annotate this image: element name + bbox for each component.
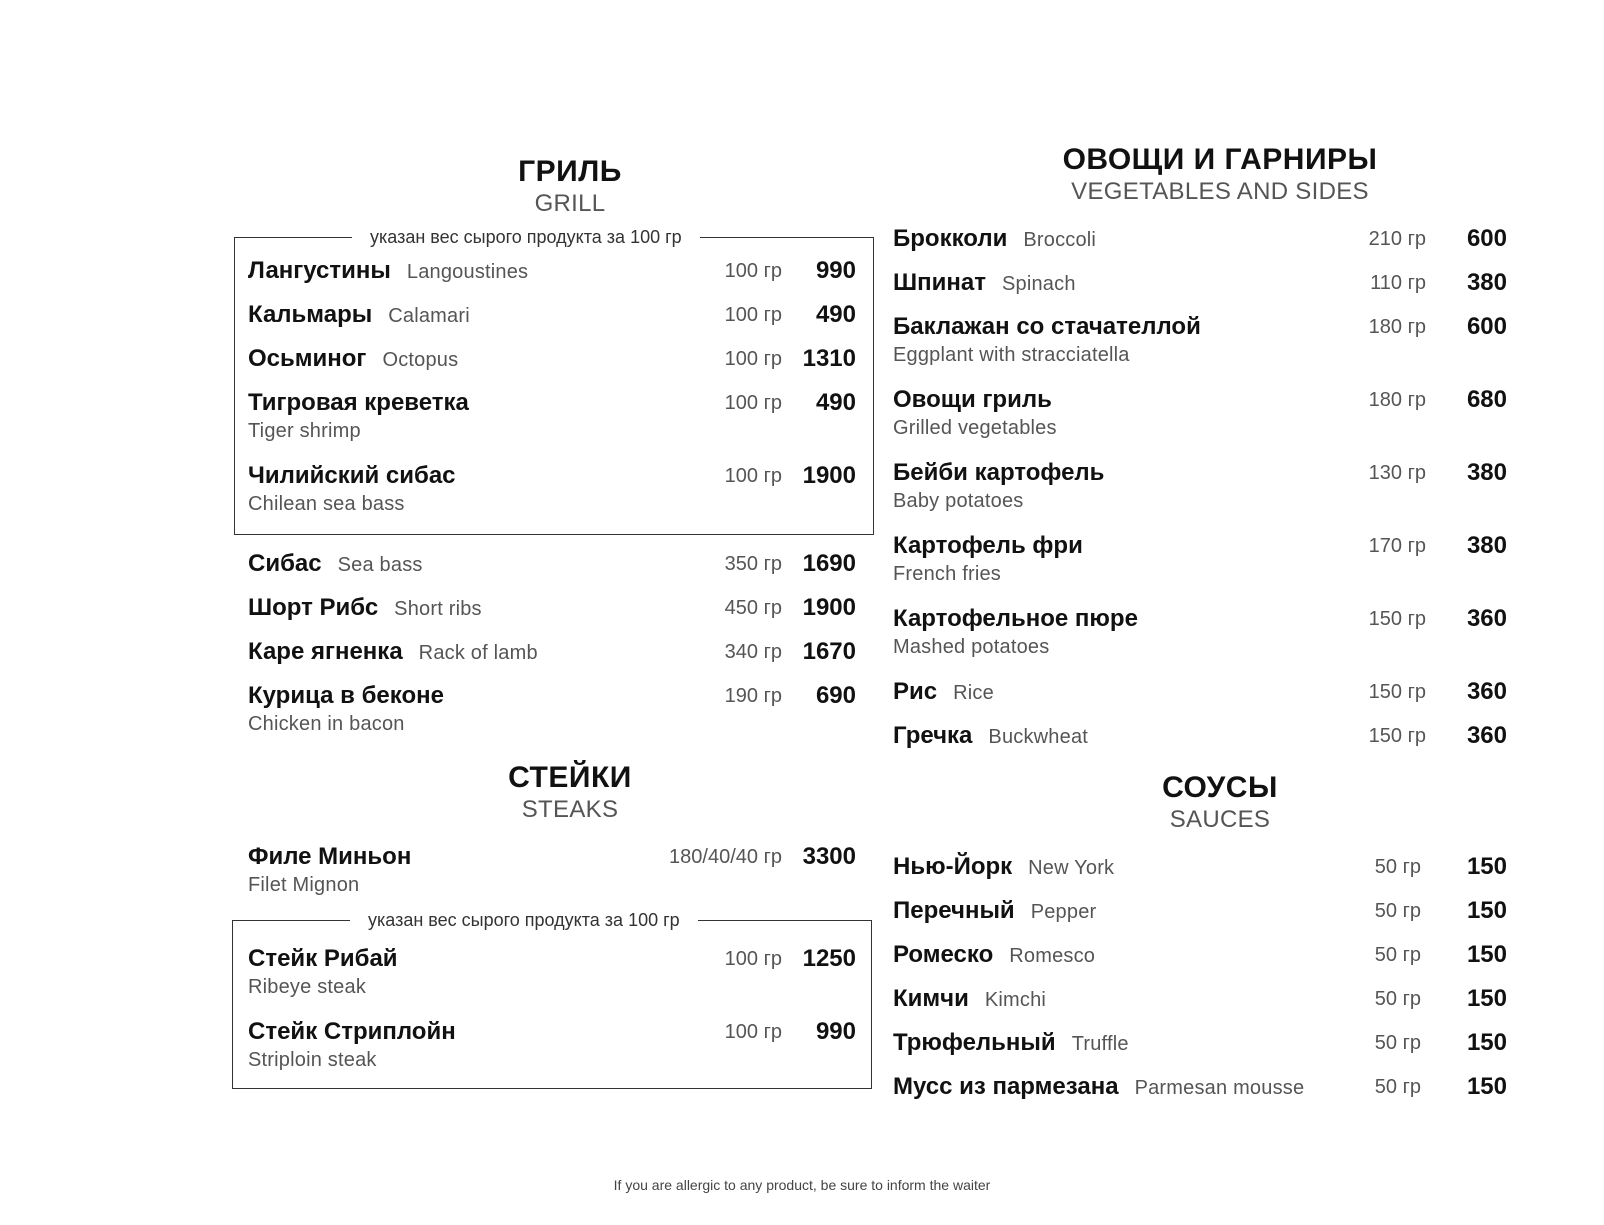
- menu-item: [893, 1073, 1513, 1103]
- item-price: 600: [1466, 313, 1507, 340]
- item-weight: 110 гр: [1370, 272, 1426, 294]
- item-name-en: Eggplant with stracciatella: [893, 344, 1130, 366]
- item-price: 360: [1466, 678, 1507, 705]
- grill-title: [420, 157, 720, 216]
- item-price: 150: [1466, 1073, 1507, 1100]
- item-name-en: Parmesan mousse: [1134, 1077, 1305, 1099]
- grill-title-en: GRILL: [534, 190, 606, 217]
- item-name-en: Chilean sea bass: [248, 493, 405, 515]
- item-price: 490: [815, 301, 856, 328]
- menu-item: [893, 897, 1513, 927]
- item-price: 690: [815, 682, 856, 709]
- item-name-ru: Стейк Стриплойн: [248, 1018, 456, 1045]
- item-weight: 50 гр: [1374, 856, 1421, 878]
- menu-item: [248, 682, 860, 738]
- item-name-en: Rack of lamb: [418, 642, 538, 664]
- item-name-en: Pepper: [1030, 901, 1097, 923]
- item-name-en: Spinach: [1001, 273, 1076, 295]
- menu-item: [893, 386, 1513, 442]
- item-price: 150: [1466, 853, 1507, 880]
- item-weight: 50 гр: [1374, 988, 1421, 1010]
- item-price: 1900: [802, 462, 856, 489]
- item-name-ru: Филе Миньон: [248, 843, 412, 870]
- menu-item: [893, 853, 1513, 883]
- item-weight: 100 гр: [724, 392, 782, 414]
- item-name-ru: Гречка: [893, 722, 973, 749]
- vegetables-title: [1020, 145, 1420, 204]
- item-weight: 340 гр: [724, 641, 782, 663]
- item-weight: 50 гр: [1374, 944, 1421, 966]
- item-name-ru: Картофельное пюре: [893, 605, 1138, 632]
- item-weight: 100 гр: [724, 465, 782, 487]
- menu-item: [893, 532, 1513, 588]
- item-name-ru: Ромеско: [893, 941, 994, 968]
- item-weight: 190 гр: [724, 685, 782, 707]
- menu-item: [248, 550, 860, 580]
- menu-item: [248, 301, 860, 331]
- item-name-ru: Тигровая креветка: [248, 389, 469, 416]
- item-name-en: Mashed potatoes: [893, 636, 1050, 658]
- menu-item: [893, 985, 1513, 1015]
- item-name-en: Sea bass: [337, 554, 423, 576]
- item-name-ru: Кальмары: [248, 301, 373, 328]
- item-price: 990: [815, 1018, 856, 1045]
- item-price: 1900: [802, 594, 856, 621]
- item-name-en: Baby potatoes: [893, 490, 1024, 512]
- item-price: 360: [1466, 605, 1507, 632]
- item-price: 150: [1466, 941, 1507, 968]
- item-weight: 150 гр: [1368, 608, 1426, 630]
- item-name-en: Striploin steak: [248, 1049, 377, 1071]
- vegetables-title-ru: ОВОЩИ И ГАРНИРЫ: [1062, 143, 1378, 176]
- item-name-en: Octopus: [382, 349, 459, 371]
- item-name-en: Filet Mignon: [248, 874, 360, 896]
- menu-item: [893, 722, 1513, 752]
- item-price: 380: [1466, 459, 1507, 486]
- item-name-ru: Баклажан со стачателлой: [893, 313, 1201, 340]
- item-name-ru: Осьминог: [248, 345, 367, 372]
- item-name-en: Short ribs: [394, 598, 482, 620]
- item-name-en: New York: [1028, 857, 1115, 879]
- item-price: 1690: [802, 550, 856, 577]
- item-name-en: Tiger shrimp: [248, 420, 361, 442]
- item-price: 360: [1466, 722, 1507, 749]
- item-price: 1670: [802, 638, 856, 665]
- item-name-ru: Перечный: [893, 897, 1015, 924]
- grill-title-ru: ГРИЛЬ: [518, 155, 622, 188]
- item-weight: 50 гр: [1374, 1076, 1421, 1098]
- item-name-en: Kimchi: [984, 989, 1047, 1011]
- item-weight: 210 гр: [1368, 228, 1426, 250]
- menu-item: [893, 678, 1513, 708]
- menu-item: [893, 941, 1513, 971]
- menu-item: [248, 843, 860, 899]
- menu-item: [248, 345, 860, 375]
- item-name-en: Grilled vegetables: [893, 417, 1057, 439]
- item-weight: 100 гр: [724, 1021, 782, 1043]
- menu-item: [248, 389, 860, 445]
- steaks-title: [420, 763, 720, 822]
- item-weight: 100 гр: [724, 348, 782, 370]
- item-name-ru: Каре ягненка: [248, 638, 403, 665]
- item-price: 380: [1466, 269, 1507, 296]
- menu-item: [893, 225, 1513, 255]
- item-name-en: Chicken in bacon: [248, 713, 405, 735]
- item-weight: 150 гр: [1368, 681, 1426, 703]
- item-weight: 180 гр: [1368, 316, 1426, 338]
- item-weight: 180/40/40 гр: [669, 846, 782, 868]
- menu-item: [893, 313, 1513, 369]
- item-price: 150: [1466, 897, 1507, 924]
- item-weight: 180 гр: [1368, 389, 1426, 411]
- item-price: 600: [1466, 225, 1507, 252]
- item-name-ru: Стейк Рибай: [248, 945, 398, 972]
- item-name-ru: Мусс из пармезана: [893, 1073, 1119, 1100]
- item-name-ru: Курица в беконе: [248, 682, 444, 709]
- item-name-ru: Шпинат: [893, 269, 986, 296]
- item-name-en: Romesco: [1009, 945, 1096, 967]
- item-price: 490: [815, 389, 856, 416]
- item-weight: 100 гр: [724, 260, 782, 282]
- steaks-title-en: STEAKS: [521, 796, 619, 823]
- item-name-en: Buckwheat: [988, 726, 1089, 748]
- menu-item: [893, 1029, 1513, 1059]
- item-name-ru: Нью-Йорк: [893, 853, 1013, 880]
- item-weight: 150 гр: [1368, 725, 1426, 747]
- item-name-en: Calamari: [388, 305, 470, 327]
- menu-item: [248, 945, 860, 1001]
- item-price: 680: [1466, 386, 1507, 413]
- item-weight: 170 гр: [1368, 535, 1426, 557]
- item-name-en: French fries: [893, 563, 1001, 585]
- item-name-ru: Картофель фри: [893, 532, 1083, 559]
- item-price: 1310: [802, 345, 856, 372]
- item-name-ru: Овощи гриль: [893, 386, 1052, 413]
- sauces-title-ru: СОУСЫ: [1162, 771, 1278, 804]
- steaks-box-note: указан вес сырого продукта за 100 гр: [350, 910, 698, 930]
- item-weight: 350 гр: [724, 553, 782, 575]
- item-name-en: Truffle: [1071, 1033, 1129, 1055]
- steaks-title-ru: СТЕЙКИ: [508, 761, 632, 794]
- item-name-ru: Рис: [893, 678, 938, 705]
- item-name-ru: Сибас: [248, 550, 322, 577]
- item-price: 3300: [802, 843, 856, 870]
- item-price: 150: [1466, 1029, 1507, 1056]
- item-name-ru: Кимчи: [893, 985, 969, 1012]
- menu-item: [893, 605, 1513, 661]
- item-weight: 130 гр: [1368, 462, 1426, 484]
- menu-item: [893, 459, 1513, 515]
- menu-item: [893, 269, 1513, 299]
- item-name-ru: Брокколи: [893, 225, 1008, 252]
- item-name-ru: Чилийский сибас: [248, 462, 456, 489]
- item-price: 990: [815, 257, 856, 284]
- menu-item: [248, 1018, 860, 1074]
- item-name-ru: Лангустины: [248, 257, 391, 284]
- item-weight: 450 гр: [724, 597, 782, 619]
- item-price: 380: [1466, 532, 1507, 559]
- sauces-title: [1070, 773, 1370, 832]
- sauces-title-en: SAUCES: [1169, 806, 1271, 833]
- item-name-ru: Бейби картофель: [893, 459, 1105, 486]
- item-name-en: Langoustines: [406, 261, 529, 283]
- item-name-en: Broccoli: [1023, 229, 1097, 251]
- item-price: 1250: [802, 945, 856, 972]
- item-name-ru: Трюфельный: [893, 1029, 1056, 1056]
- item-price: 150: [1466, 985, 1507, 1012]
- grill-box-note: указан вес сырого продукта за 100 гр: [352, 227, 700, 247]
- menu-item: [248, 638, 860, 668]
- item-weight: 100 гр: [724, 948, 782, 970]
- item-name-ru: Шорт Рибс: [248, 594, 379, 621]
- menu-item: [248, 257, 860, 287]
- item-weight: 50 гр: [1374, 1032, 1421, 1054]
- item-name-en: Ribeye steak: [248, 976, 367, 998]
- item-weight: 50 гр: [1374, 900, 1421, 922]
- vegetables-title-en: VEGETABLES AND SIDES: [1071, 178, 1369, 205]
- item-name-en: Rice: [953, 682, 994, 704]
- item-weight: 100 гр: [724, 304, 782, 326]
- menu-item: [248, 462, 860, 518]
- menu-item: [248, 594, 860, 624]
- allergy-notice: If you are allergic to any product, be sure to inform the waiter: [613, 1177, 991, 1193]
